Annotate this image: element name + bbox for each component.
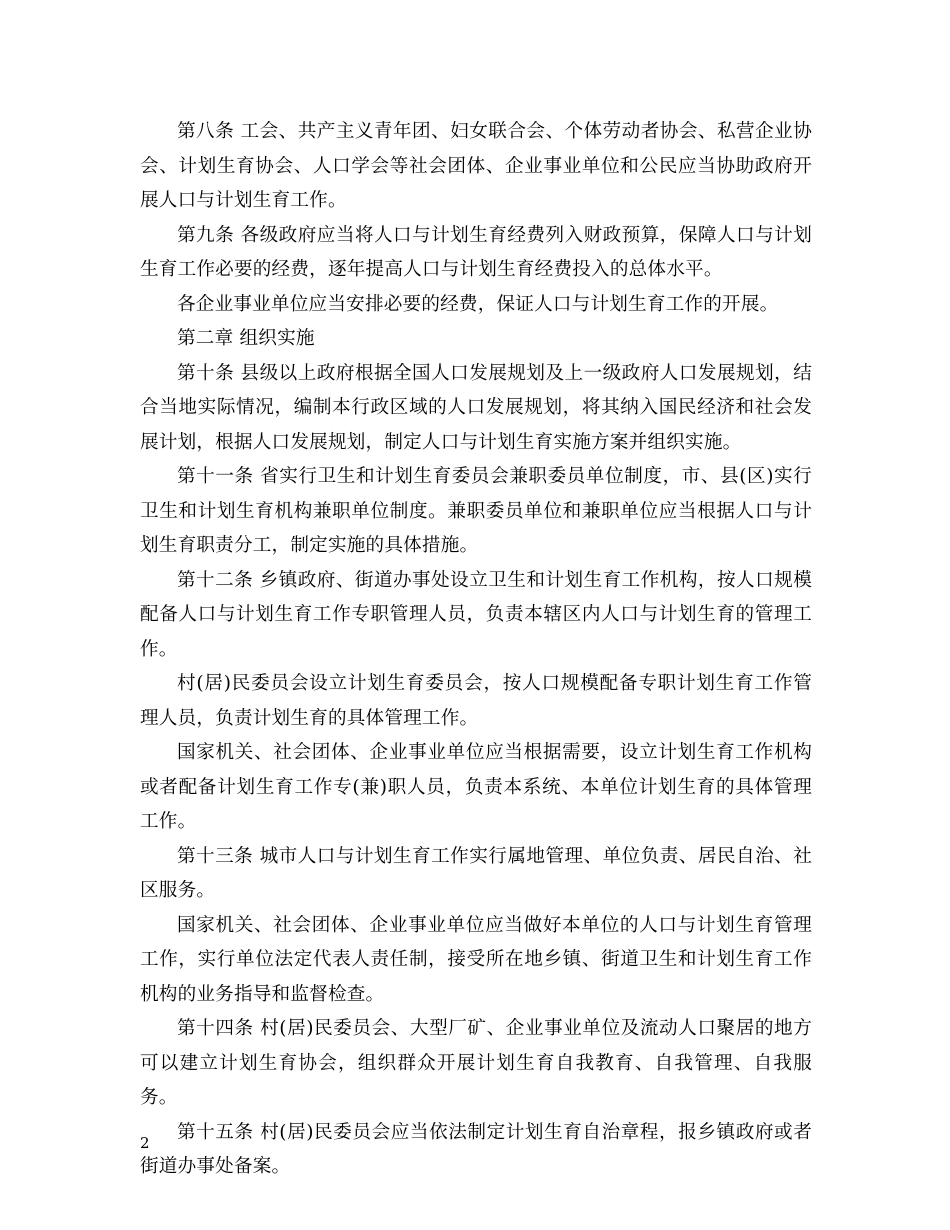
chapter-heading: 第二章 组织实施 [177,328,315,349]
page-number: 2 [140,1134,150,1152]
paragraph-article-12-village: 村(居)民委员会设立计划生育委员会，按人口规模配备专职计划生育工作管理人员，负责计划生育的具体管理工作。 [140,673,812,729]
paragraph-article-11: 第十一条 省实行卫生和计划生育委员会兼职委员单位制度，市、县(区)实行卫生和计划生育机构兼职单位制度。兼职委员单位和兼职单位应当根据人口与计划生育职责分工，制定实施的具体措施。 [140,466,812,556]
paragraph-article-12: 第十二条 乡镇政府、街道办事处设立卫生和计划生育工作机构，按人口规模配备人口与计划生育工作专职管理人员，负责本辖区内人口与计划生育的管理工作。 [140,569,812,660]
paragraph-article-12-agencies: 国家机关、社会团体、企业事业单位应当根据需要，设立计划生育工作机构或者配备计划生育工作专(兼)职人员，负责本系统、本单位计划生育的具体管理工作。 [140,742,812,832]
document-body [140,115,812,1185]
paragraph-article-10: 第十条 县级以上政府根据全国人口发展规划及上一级政府人口发展规划，结合当地实际情况，编制本行政区域的人口发展规划，将其纳入国民经济和社会发展计划，根据人口发展规划，制定人口与计划生育实施方案并组织实施。 [140,362,812,453]
paragraph-article-9-enterprise: 各企业事业单位应当安排必要的经费，保证人口与计划生育工作的开展。 [177,293,779,315]
paragraph-article-8: 第八条 工会、共产主义青年团、妇女联合会、个体劳动者协会、私营企业协会、计划生育协会、人口学会等社会团体、企业事业单位和公民应当协助政府开展人口与计划生育工作。 [140,121,812,211]
paragraph-article-14: 第十四条 村(居)民委员会、大型厂矿、企业事业单位及流动人口聚居的地方可以建立计划生育协会，组织群众开展计划生育自我教育、自我管理、自我服务。 [140,1018,812,1108]
paragraph-article-13-agencies: 国家机关、社会团体、企业事业单位应当做好本单位的人口与计划生育管理工作，实行单位法定代表人责任制，接受所在地乡镇、街道卫生和计划生育工作机构的业务指导和监督检查。 [140,914,812,1005]
paragraph-article-13: 第十三条 城市人口与计划生育工作实行属地管理、单位负责、居民自治、社区服务。 [140,845,812,901]
paragraph-article-15: 第十五条 村(居)民委员会应当依法制定计划生育自治章程，报乡镇政府或者街道办事处备案。 [140,1121,812,1177]
paragraph-article-9: 第九条 各级政府应当将人口与计划生育经费列入财政预算，保障人口与计划生育工作必要的经费，逐年提高人口与计划生育经费投入的总体水平。 [140,224,812,280]
